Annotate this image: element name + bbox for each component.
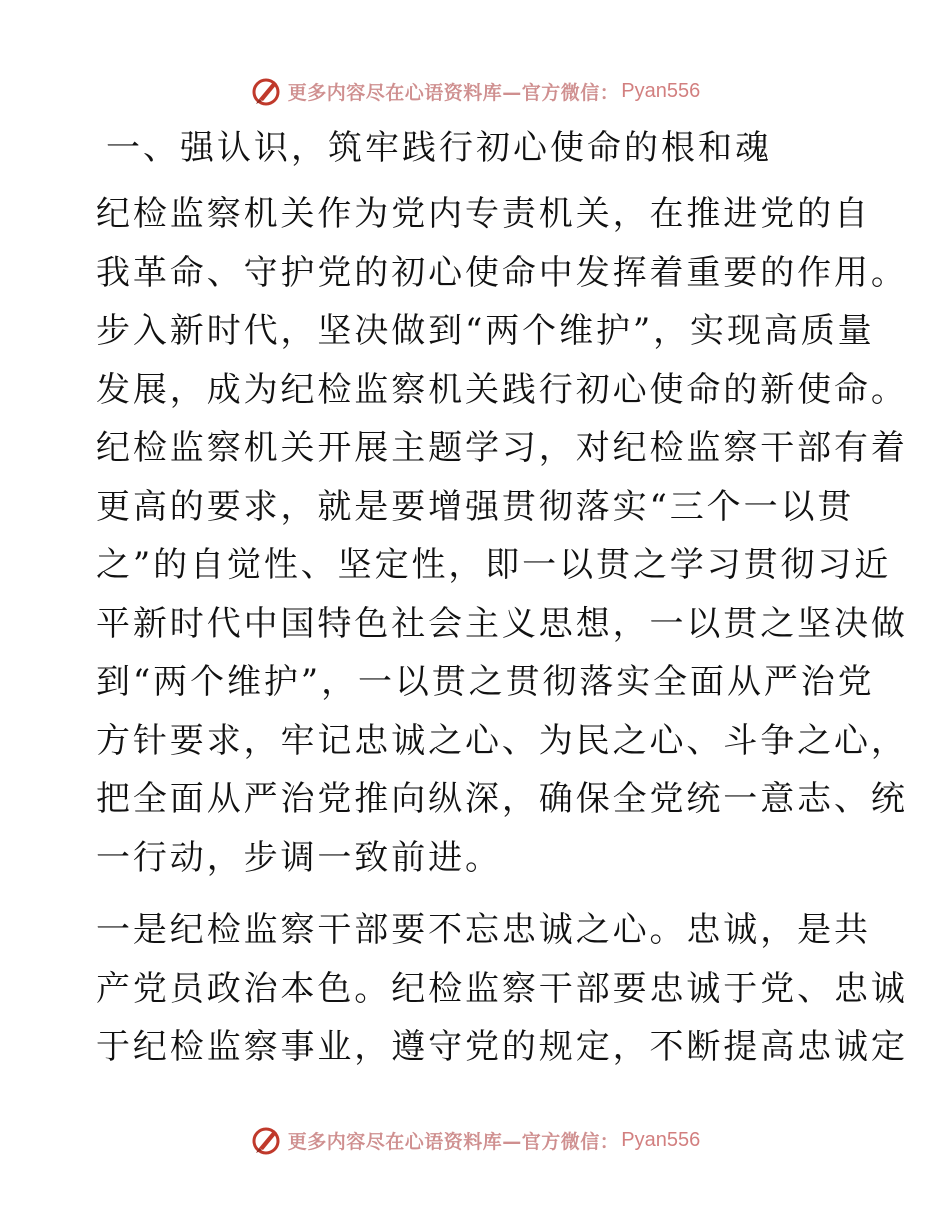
text-line: 一行动，步调一致前进。 — [96, 837, 502, 878]
paragraph-2 — [96, 901, 908, 1077]
text-line: 方针要求，牢记忠诚之心、为民之心、斗争之心， — [96, 720, 908, 761]
document-body — [96, 124, 908, 1091]
text-line: 平新时代中国特色社会主义思想，一以贯之坚决做 — [96, 603, 908, 644]
footer-watermark-banner — [0, 1120, 950, 1160]
text-line: 发展，成为纪检监察机关践行初心使命的新使命。 — [96, 369, 908, 410]
banner-wechat-id: Pyan556 — [621, 1128, 701, 1151]
text-line: 到“两个维护”，一以贯之贯彻落实全面从严治党 — [96, 662, 875, 702]
text-line: 于纪检监察事业，遵守党的规定，不断提高忠诚定 — [96, 1027, 908, 1067]
banner-cn-text: 更多内容尽在心语资料库—官方微信： — [287, 1130, 620, 1153]
text-line: 更高的要求，就是要增强贯彻落实“三个一以贯 — [96, 486, 855, 527]
banner-wechat-id: Pyan556 — [621, 79, 701, 102]
text-line: 一是纪检监察干部要不忘忠诚之心。忠诚，是共 — [96, 910, 871, 950]
paragraph-1 — [96, 185, 908, 887]
text-line: 之”的自觉性、坚定性，即一以贯之学习贯彻习近 — [96, 545, 892, 585]
quill-pen-logo-icon — [250, 75, 282, 107]
text-line: 纪检监察机关作为党内专责机关，在推进党的自 — [96, 194, 871, 234]
text-line: 我革命、守护党的初心使命中发挥着重要的作用。 — [96, 252, 908, 293]
text-line: 步入新时代，坚决做到“两个维护”，实现高质量 — [96, 311, 875, 351]
text-line: 把全面从严治党推向纵深，确保全党统一意志、统 — [96, 779, 908, 819]
banner-cn-text: 更多内容尽在心语资料库—官方微信： — [287, 81, 620, 104]
header-watermark-banner — [0, 71, 950, 111]
text-line: 纪检监察机关开展主题学习，对纪检监察干部有着 — [96, 428, 908, 468]
text-line: 产党员政治本色。纪检监察干部要忠诚于党、忠诚 — [96, 968, 908, 1009]
section-heading: 一、强认识，筑牢践行初心使命的根和魂 — [106, 128, 772, 168]
quill-pen-logo-icon — [250, 1124, 282, 1156]
